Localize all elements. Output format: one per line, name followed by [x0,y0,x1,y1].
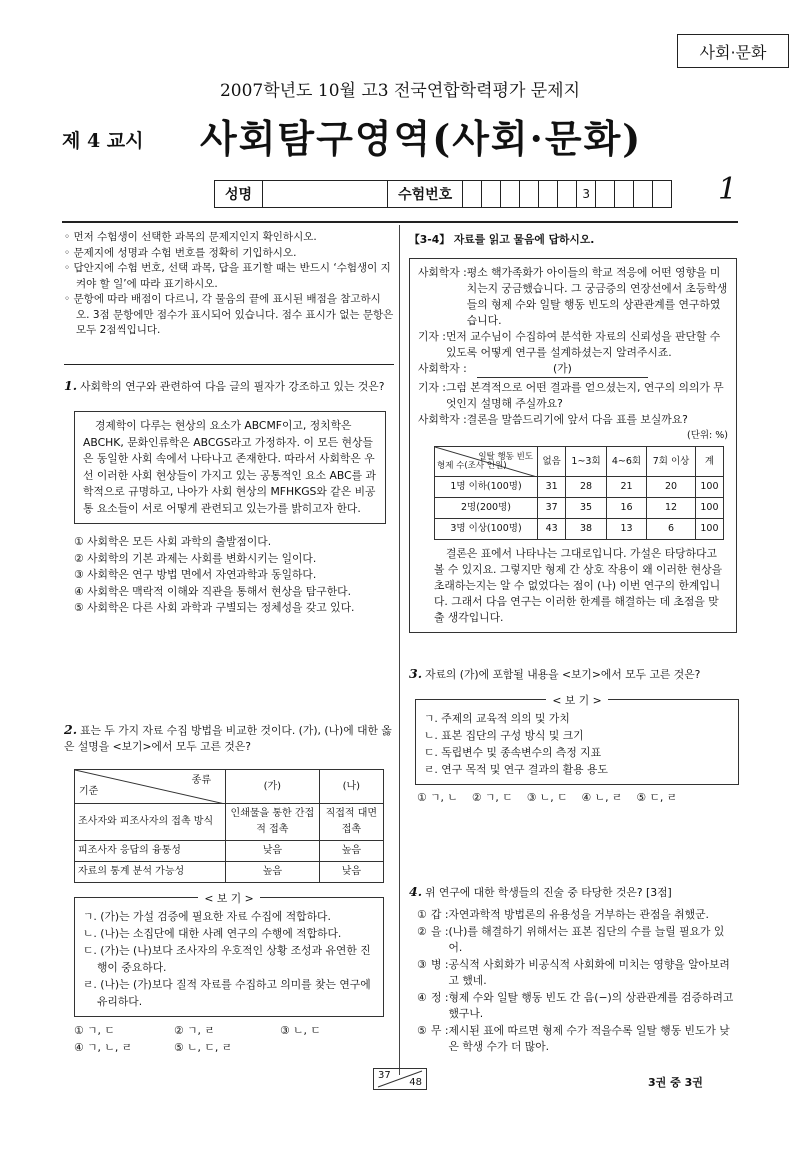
choice-text: 자연과학적 방법론의 유용성을 거부하는 관점을 취했군. [448,908,709,921]
table-corner-cell [435,447,538,477]
answer-choice[interactable]: ③ 사회학은 연구 방법 면에서 자연과학과 동일하다. [74,568,317,581]
bogi-item: ㄴ. (나)는 소집단에 대한 사례 연구의 수행에 적합하다. [83,927,342,940]
col-header-na: (나) [319,770,383,804]
question-stem: 표는 두 가지 자료 수집 방법을 비교한 것이다. (가), (나)에 대한 옳은 설명을 <보기>에서 모두 고른 것은? [64,724,392,753]
bogi-item: ㄹ. 연구 목적 및 연구 결과의 활용 용도 [424,763,608,776]
exam-number-digit[interactable] [558,181,577,207]
footer-volume: 3권 중 3권 [648,1076,703,1089]
interview-conclusion: 결론은 표에서 나타나는 그대로입니다. 가설은 타당하다고 볼 수 있지요. 그렇지만 형제 간 상호 작용이 왜 이러한 현상을 초래하는지는 알 수 없었다는 점이 (나) 이번 연구의 한계입니다. 그래서 다음 연구는 이러한 한계를 해결하는 데 초점을 맞출 생각입니다. [434,547,723,624]
subject-label: 사회·문화 [699,42,767,62]
instruction-item: ◦ 답안지에 수험 번호, 선택 과목, 답을 표기할 때는 반드시 ‘수험생이 지켜야 할 일’에 따라 표기하시오. [64,262,391,290]
main-title: 사회탐구영역(사회·문화) [200,116,643,161]
column-header: 7회 이상 [647,447,696,477]
bogi-title: < 보 기 > [198,892,259,905]
choice-text: 제시된 표에 따르면 형제 수가 적을수록 일탈 행동 빈도가 낮은 학생 수가 더 많아. [448,1023,730,1053]
exam-number-digit[interactable] [539,181,558,207]
table-cell: 31 [538,477,566,498]
answer-option[interactable]: ② ㄱ, ㄷ [471,791,513,804]
instruction-item: ◦ 먼저 수험생이 선택한 과목의 문제지인지 확인하시오. [64,231,317,243]
column-divider [399,225,400,1075]
question-set-3-4 [409,232,737,633]
choice-speaker: 무 : [431,1023,449,1037]
question-3 [409,666,737,806]
dialog-speaker: 사회학자 : [418,413,467,426]
answer-choice[interactable] [417,924,737,957]
exam-number-digit[interactable] [463,181,482,207]
instruction-item: ◦ 문항에 따라 배점이 다르니, 각 물음의 끝에 표시된 배점을 참고하시오. 3점 문항에만 점수가 표시되어 있습니다. 점수 표시가 없는 문항은 모두 2점씩입니다. [64,293,394,336]
q1-choices [74,534,396,617]
header-rule [62,221,738,223]
answer-option[interactable]: ④ ㄱ, ㄴ, ㄹ [74,1041,133,1054]
dialog-blank-ga: (가) [477,361,648,378]
question-1 [64,378,396,617]
exam-number-digit[interactable] [634,181,653,207]
table-cell: 13 [606,519,646,540]
row-label: 조사자와 피조사자의 접촉 방식 [75,804,226,841]
answer-option[interactable]: ⑤ ㄴ, ㄷ, ㄹ [174,1041,233,1054]
cell-ga: 높음 [226,862,320,883]
question-2 [64,722,396,1056]
q2-answer-options [74,1023,396,1056]
exam-number-digit[interactable] [615,181,634,207]
table-cell: 37 [538,498,566,519]
corner-top-label: 종류 [191,775,211,786]
choice-speaker: 정 : [431,990,449,1004]
dialog-text: 평소 핵가족화가 아이들의 학교 적응에 어떤 영향을 미치는지 궁금했습니다. 그 궁금증의 연장선에서 초등학생들의 형제 수와 일탈 행동 빈도의 상관관계를 연구하였습니다. [466,266,728,327]
q1-passage-box [74,411,386,524]
q4-choices [417,907,737,1056]
dialog-speaker: 기자 : [418,381,446,394]
instructions-rule [64,364,394,365]
choice-text: 공식적 사회화가 비공식적 사회화에 미치는 영향을 알아보려고 했네. [448,957,730,987]
set-heading: 【3-4】 자료를 읽고 물음에 답하시오. [409,233,595,246]
table-row [75,841,384,862]
answer-choice[interactable]: ① 사회학은 모든 사회 과학의 출발점이다. [74,535,272,548]
footer-page-number: 37 [378,1070,391,1081]
choice-number: ② [417,924,427,938]
table-row [435,477,724,498]
footer-page-box [373,1068,427,1090]
q3-bogi-box [415,694,739,785]
table-row [435,498,724,519]
dialog-text: 먼저 교수님이 수집하여 분석한 자료의 신뢰성을 판단할 수 있도록 어떻게 연구를 설계하셨는지 알려주시죠. [445,330,721,359]
table-cell: 100 [695,477,723,498]
table-cell: 38 [566,519,606,540]
question-number: 1. [64,378,78,393]
dialog-line [418,329,728,361]
q2-comparison-table [74,769,384,883]
exam-number-digit[interactable] [482,181,501,207]
dialog-text: 결론을 말씀드리기에 앞서 다음 표를 보실까요? [466,413,688,426]
cell-na: 직접적 대면 접촉 [319,804,383,841]
table-row [75,862,384,883]
question-stem: 위 연구에 대한 학생들의 진술 중 타당한 것은? [3점] [425,886,672,899]
bogi-item: ㄷ. 독립변수 및 종속변수의 측정 지표 [424,746,602,759]
name-label: 성명 [215,181,263,207]
bogi-title: < 보 기 > [546,694,607,707]
answer-choice[interactable]: ⑤ 사회학은 다른 사회 과학과 구별되는 정체성을 갖고 있다. [74,601,355,614]
table-cell: 28 [566,477,606,498]
column-header: 계 [695,447,723,477]
answer-choice[interactable] [417,990,737,1023]
table-cell: 100 [695,498,723,519]
dialog-speaker: 기자 : [418,330,446,343]
question-4 [409,884,737,1056]
choice-number: ④ [417,990,427,1004]
bogi-item: ㄱ. 주제의 교육적 의의 및 가치 [424,712,570,725]
answer-option[interactable]: ① ㄱ, ㄷ [74,1024,115,1037]
column-header: 없음 [538,447,566,477]
answer-option[interactable]: ② ㄱ, ㄹ [174,1024,215,1037]
choice-text: (나)를 해결하기 위해서는 표본 집단의 수를 늘릴 필요가 있어. [448,924,725,954]
dialog-line [418,265,728,329]
row-label: 2명(200명) [435,498,538,519]
question-stem: 사회학의 연구와 관련하여 다음 글의 필자가 강조하고 있는 것은? [80,380,385,393]
candidate-id-row [214,180,672,208]
table-cell: 12 [647,498,696,519]
exam-number-digit[interactable] [501,181,520,207]
interview-dialog-box [409,258,737,633]
answer-option[interactable]: ④ ㄴ, ㄹ [581,791,623,804]
answer-choice[interactable] [417,957,737,990]
question-number: 2. [64,722,78,737]
corner-bottom-label: 형제 수(조사 인원) [437,461,507,471]
dialog-line [418,412,728,428]
column-header: 1~3회 [566,447,606,477]
page-number: 1 [718,172,738,207]
answer-choice[interactable] [417,907,737,924]
col-header-ga: (가) [226,770,320,804]
answer-choice[interactable]: ④ 사회학은 맥락적 이해와 직관을 통해서 현상을 탐구한다. [74,584,352,598]
cell-ga: 인쇄물을 통한 간접적 접촉 [226,804,320,841]
answer-choice[interactable]: ② 사회학의 기본 과제는 사회를 변화시키는 일이다. [74,551,317,565]
bogi-item: ㄹ. (나)는 (가)보다 질적 자료를 수집하고 의미를 찾는 연구에 유리하다. [83,978,371,1008]
exam-number-digit[interactable] [520,181,539,207]
exam-title: 2007학년도 10월 고3 전국연합학력평가 문제지 [219,81,581,101]
dialog-line [418,380,728,412]
table-cell: 35 [566,498,606,519]
choice-speaker: 갑 : [431,908,449,921]
corner-bottom-label: 기준 [79,786,99,797]
q2-bogi-box [74,892,384,1017]
bogi-item: ㄱ. (가)는 가설 검증에 필요한 자료 수집에 적합하다. [83,910,331,923]
question-number: 4. [409,884,423,899]
table-cell: 6 [647,519,696,540]
choice-speaker: 을 : [431,924,449,938]
q3-answer-options [417,790,737,806]
question-number: 3. [409,666,423,681]
cell-na: 높음 [319,841,383,862]
row-label: 자료의 통계 분석 가능성 [75,862,226,883]
table-corner-cell [75,770,226,804]
choice-text: 형제 수와 일탈 행동 빈도 간 음(−)의 상관관계를 검증하려고 했구나. [448,990,734,1020]
choice-number: ③ [417,957,427,971]
exam-number-digit-fixed: 3 [577,181,596,207]
row-label: 피조사자 응답의 융통성 [75,841,226,862]
table-cell: 20 [647,477,696,498]
choice-speaker: 병 : [431,957,449,971]
table-row [75,804,384,841]
column-header: 4~6회 [606,447,646,477]
answer-option[interactable]: ③ ㄴ, ㄷ [280,1024,321,1037]
dialog-line [418,361,728,380]
cell-ga: 낮음 [226,841,320,862]
answer-option[interactable]: ① ㄱ, ㄴ [417,791,458,804]
table-cell: 43 [538,519,566,540]
name-field[interactable] [263,181,388,207]
answer-option[interactable]: ⑤ ㄷ, ㄹ [636,791,678,804]
q1-passage: 경제학이 다루는 현상의 요소가 ABCMF이고, 정치학은 ABCHK, 문화인류학은 ABCGS라고 가정하자. 이 모든 현상들은 동일한 사회 속에서 나타나고 존재한다. 따라서 사회학은 우선 이러한 사회 현상들이 가지고 있는 공통적인 요소 ABC를 과학적으로 규명하고, 나아가 사회 현상의 MFHKGS와 같은 비공통 요소들이 서로 어떻게 관련되고 있는가를 밝히고자 한다. [83,419,376,515]
bogi-item: ㄴ. 표본 집단의 구성 방식 및 크기 [424,729,584,742]
instructions [64,230,394,339]
deviance-frequency-table [434,446,724,540]
row-label: 1명 이하(100명) [435,477,538,498]
answer-option[interactable]: ③ ㄴ, ㄷ [526,791,568,804]
choice-number: ① [417,908,427,921]
period-label: 제 4 교시 [62,130,144,152]
subject-box [677,34,789,68]
corner-top-label: 일탈 행동 빈도 [478,452,533,462]
dialog-speaker: 사회학자 : [418,266,467,279]
choice-number: ⑤ [417,1023,427,1037]
table-cell: 100 [695,519,723,540]
dialog-text: 그럼 본격적으로 어떤 결과를 얻으셨는지, 연구의 의의가 무엇인지 설명해 주실까요? [445,381,724,410]
table-cell: 21 [606,477,646,498]
exam-number-digit[interactable] [653,181,671,207]
dialog-speaker: 사회학자 : [418,362,467,375]
instruction-item: ◦ 문제지에 성명과 수험 번호를 정확히 기입하시오. [64,246,297,259]
footer-page-total: 48 [409,1077,422,1088]
table-unit: (단위: %) [686,430,728,441]
bogi-item: ㄷ. (가)는 (나)보다 조사자의 우호적인 상황 조성과 유연한 진행이 중요하다. [83,944,371,974]
row-label: 3명 이상(100명) [435,519,538,540]
question-stem: 자료의 (가)에 포함될 내용을 <보기>에서 모두 고른 것은? [425,668,701,681]
exam-number-label: 수험번호 [388,181,463,207]
cell-na: 낮음 [319,862,383,883]
exam-number-digit[interactable] [596,181,615,207]
table-cell: 16 [606,498,646,519]
table-row [435,519,724,540]
answer-choice[interactable] [417,1023,737,1056]
